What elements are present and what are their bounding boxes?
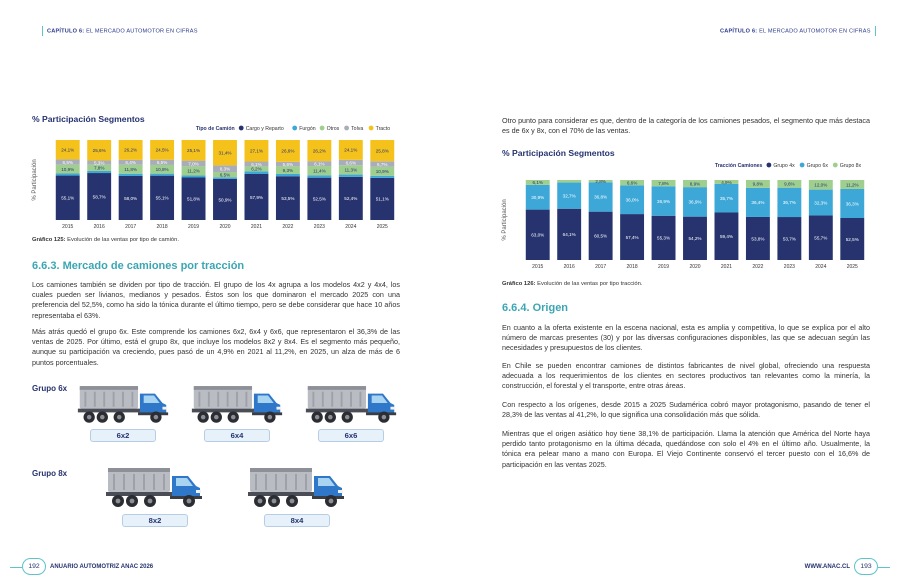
chart-125	[28, 122, 402, 234]
truck-label-6x2: 6x2	[90, 429, 156, 442]
bar-segment	[150, 174, 174, 176]
data-label: 11,2%	[845, 182, 859, 188]
legend-swatch	[320, 126, 325, 131]
chart-126-title: % Participación Segmentos	[502, 148, 615, 158]
data-label: 58,0%	[124, 195, 138, 201]
data-label: 6,4%	[125, 160, 136, 166]
x-tick-label: 2019	[657, 264, 670, 270]
data-label: 10,8%	[155, 167, 169, 173]
legend-label: Grupo 8x	[839, 163, 862, 169]
data-label: 55,1%	[155, 195, 169, 201]
data-label: 53,5%	[281, 195, 295, 201]
x-tick-label: 2024	[345, 224, 357, 230]
truck-icon	[244, 462, 348, 510]
data-label: 6,1%	[532, 180, 543, 186]
x-tick-label: 2025	[376, 224, 388, 230]
data-label: 6,5%	[156, 160, 168, 166]
chapter-title: EL MERCADO AUTOMOTOR EN CIFRAS	[86, 28, 198, 35]
data-label: 9,6%	[784, 181, 795, 187]
x-tick-label: 2024	[815, 264, 827, 270]
data-label: 7,8%	[658, 180, 669, 186]
legend-label: Tracto	[375, 126, 391, 132]
legend-title: Tracción Camiones	[714, 163, 763, 169]
bar-segment	[339, 175, 363, 177]
data-label: 6,5%	[219, 172, 231, 178]
x-tick-label: 2023	[313, 224, 325, 230]
paragraph: Los camiones también se dividen por tipo de tracción. El grupo de los 4x agrupa a los modelos 4x2 y 4x4, los cuales pueden ser livianos, medianos y pesados. Éstos son los que dominaron el mercado 2025 con una preferencia del 52,5%, como ha sido la tónica durante el último tiempo, pero se debe considerar que hace 10 años representaba el 63%.	[32, 280, 400, 320]
page-number: 192	[22, 558, 46, 575]
data-label: 52,4%	[344, 196, 358, 202]
legend-label: Tolva	[351, 126, 364, 132]
data-label: 24,5%	[155, 147, 169, 153]
data-label: 35,7%	[719, 196, 733, 201]
x-tick-label: 2017	[595, 264, 607, 270]
data-label: 6,6%	[345, 160, 357, 166]
paragraph: Más atrás quedó el grupo 6x. Este comprende los camiones 6x2, 6x4 y 6x6, que representaron el 36,3% de las ventas de 2025. Por último, está el grupo 8x, que incluye los modelos 8x2 y 8x4. Es el segmento más pequeño, aunque su participación va creciendo, pues pasó de un 4,9% en 2021 al 11,2%, en 2025, un alza de más de 6 puntos porcentuales.	[32, 327, 400, 367]
x-tick-label: 2015	[532, 264, 544, 270]
data-label: 60,5%	[594, 233, 608, 239]
data-label: 26,6%	[281, 148, 295, 154]
data-label: 52,5%	[312, 196, 326, 202]
x-tick-label: 2022	[282, 224, 294, 230]
truck-label-6x6: 6x6	[318, 429, 384, 442]
x-tick-label: 2016	[563, 264, 575, 270]
data-label: 26,2%	[124, 147, 138, 153]
chart-125-caption: Gráfico 125: Evolución de las ventas por tipo de camión.	[32, 237, 179, 243]
running-header-left	[38, 26, 198, 36]
legend-label: Otros	[326, 126, 340, 132]
group-8x-label: Grupo 8x	[32, 469, 68, 478]
truck-icon	[76, 380, 170, 426]
chapter-label: CAPÍTULO 6:	[720, 28, 758, 35]
data-label: 4,9%	[721, 179, 732, 185]
data-label: 36,8%	[594, 194, 608, 200]
data-label: 57,4%	[625, 234, 639, 240]
data-label: 25,8%	[375, 148, 389, 154]
bar-segment	[557, 180, 581, 183]
data-label: 8,3%	[219, 166, 231, 172]
section-heading-6-6-3: 6.6.3. Mercado de camiones por tracción	[32, 260, 245, 272]
legend-label: Cargo y Reparto	[245, 126, 284, 132]
paragraph: Con respecto a los orígenes, desde 2015 a 2025 Sudamérica cobró mayor protagonismo, pasando de tener el 28,3% de las ventas al 41,2%, lo que significa una consolidación más que sólida.	[502, 400, 870, 420]
legend-swatch	[800, 163, 805, 168]
data-label: 36,7%	[782, 200, 796, 206]
data-label: 64,1%	[562, 232, 576, 238]
chart-126	[498, 158, 872, 274]
bar-segment	[213, 177, 237, 179]
group-6x-label: Grupo 6x	[32, 384, 68, 393]
bar-segment	[245, 171, 269, 174]
bar-segment	[182, 176, 206, 178]
data-label: 10,9%	[375, 169, 389, 175]
legend-label: Grupo 6x	[806, 163, 828, 169]
x-tick-label: 2019	[187, 224, 200, 230]
x-tick-label: 2021	[720, 264, 733, 270]
data-label: 25,1%	[187, 148, 201, 154]
data-label: 7,0%	[188, 161, 199, 167]
chapter-label: CAPÍTULO 6:	[47, 28, 85, 35]
bar-segment	[307, 175, 331, 177]
truck-icon	[102, 462, 206, 510]
bar-segment	[276, 174, 300, 176]
data-label: 11,4%	[313, 168, 326, 174]
x-tick-label: 2022	[752, 264, 764, 270]
data-label: 31,4%	[218, 150, 232, 156]
data-label: 26,2%	[312, 148, 326, 154]
data-label: 51,1%	[375, 196, 389, 202]
bar-segment	[56, 173, 80, 175]
paragraph: En Chile se pueden encontrar camiones de distintos fabricantes de nivel global, ofreciendo una respuesta adecuada a los requerimientos de los clientes en sectores productivos tan relevantes como la minería, la construcción, el forestal y el transporte, entre otras áreas.	[502, 361, 870, 391]
data-label: 36,0%	[625, 197, 639, 203]
data-label: 53,7%	[782, 236, 796, 242]
truck-icon	[190, 380, 284, 426]
header-accent-bar	[875, 26, 876, 36]
x-tick-label: 2018	[626, 264, 638, 270]
data-label: 10,9%	[61, 166, 75, 172]
data-label: 7,8%	[93, 165, 105, 171]
x-tick-label: 2018	[156, 224, 168, 230]
data-label: 11,8%	[124, 167, 137, 173]
data-label: 58,7%	[92, 194, 106, 200]
data-label: 55,7%	[814, 235, 828, 241]
x-tick-label: 2023	[783, 264, 795, 270]
legend-swatch	[344, 126, 349, 131]
data-label: 50,9%	[218, 197, 232, 203]
data-label: 6,1%	[251, 161, 262, 167]
x-tick-label: 2016	[93, 224, 105, 230]
data-label: 32,3%	[814, 200, 828, 206]
legend-label: Grupo 4x	[773, 163, 795, 169]
data-label: 55,3%	[657, 235, 671, 241]
y-axis-label: % Participación	[32, 159, 38, 201]
bar-segment	[119, 174, 143, 176]
bar-segment	[87, 171, 111, 173]
data-label: 51,8%	[187, 196, 201, 202]
data-label: 5,6%	[282, 161, 294, 167]
footer-rule	[10, 567, 22, 568]
data-label: 6,1%	[314, 161, 325, 167]
legend-swatch	[239, 126, 244, 131]
legend-title: Tipo de Camión	[195, 126, 235, 132]
x-tick-label: 2020	[219, 224, 231, 230]
legend-swatch	[833, 163, 838, 168]
data-label: 9,3%	[282, 167, 294, 173]
footer-website: WWW.ANAC.CL	[804, 564, 850, 570]
data-label: 36,3%	[845, 201, 859, 207]
truck-icon	[304, 380, 398, 426]
right-page	[450, 0, 900, 586]
data-label: 11,2%	[187, 168, 200, 174]
footer-rule	[878, 567, 890, 568]
data-label: 8,9%	[689, 181, 701, 187]
data-label: 6,2%	[251, 166, 262, 172]
data-label: 11,3%	[344, 167, 358, 173]
paragraph: Otro punto para considerar es que, dentro de la categoría de los camiones pesados, el segmento que más destaca es de 6x y 8x, con el 70% de las ventas.	[502, 116, 870, 136]
data-label: 6,7%	[377, 161, 388, 167]
data-label: 53,8%	[751, 236, 765, 242]
data-label: 27,1%	[249, 148, 263, 154]
x-tick-label: 2015	[62, 224, 74, 230]
bar-segment	[370, 176, 394, 178]
truck-label-6x4: 6x4	[204, 429, 270, 442]
data-label: 24,1%	[344, 147, 358, 153]
data-label: 9,8%	[752, 181, 764, 187]
x-tick-label: 2017	[125, 224, 137, 230]
chapter-title: EL MERCADO AUTOMOTOR EN CIFRAS	[759, 28, 871, 35]
footer-publication: ANUARIO AUTOMOTRIZ ANAC 2026	[50, 564, 154, 570]
running-header-right	[720, 26, 880, 36]
x-tick-label: 2020	[689, 264, 701, 270]
data-label: 57,9%	[249, 194, 263, 200]
page-number: 193	[854, 558, 878, 575]
data-label: 6,5%	[62, 159, 73, 165]
header-accent-bar	[42, 26, 43, 36]
data-label: 30,9%	[531, 195, 545, 201]
data-label: 63,0%	[531, 232, 545, 238]
data-label: 25,6%	[92, 148, 106, 154]
section-heading-6-6-4: 6.6.4. Origen	[502, 302, 569, 314]
data-label: 24,1%	[61, 147, 75, 153]
legend-swatch	[292, 126, 297, 131]
paragraph: Mientras que el origen asiático hoy tiene 38,1% de participación. Llama la atención que América del Norte haya perdido tanto protagonismo en la última década, quedándose con solo el 4% en el último año. Usualmente, la tónica era pelear mano a mano con Europa. El Viejo Continente conservó el tercer puesto con el 16,6% de participación en las ventas 2025.	[502, 429, 870, 469]
data-label: 32,7%	[562, 193, 576, 199]
data-label: 12,0%	[814, 182, 828, 188]
y-axis-label: % Participación	[502, 199, 508, 241]
chart-126-caption: Gráfico 126: Evolución de las ventas por tipo tracción.	[502, 281, 643, 287]
data-label: 36,9%	[688, 199, 702, 205]
data-label: 36,4%	[751, 200, 765, 206]
legend-label: Furgón	[299, 126, 316, 132]
data-label: 52,5%	[845, 236, 859, 242]
paragraph: En cuanto a la oferta existente en la escena nacional, esta es amplia y competitiva, lo que se explica por el alto número de marcas presentes (30) y por las diversas configuraciones disponibles, las que se adecuan según las necesidades y presupuestos de los clientes.	[502, 323, 870, 353]
truck-label-8x4: 8x4	[264, 514, 330, 527]
data-label: 2,8%	[595, 178, 606, 184]
data-label: 6,6%	[626, 180, 638, 186]
data-label: 55,1%	[61, 195, 75, 201]
legend-swatch	[767, 163, 772, 168]
legend-swatch	[369, 126, 374, 131]
x-tick-label: 2025	[846, 264, 858, 270]
data-label: 5,3%	[93, 160, 105, 166]
data-label: 54,2%	[688, 236, 702, 242]
data-label: 36,9%	[657, 198, 671, 204]
data-label: 59,4%	[719, 234, 733, 240]
truck-label-8x2: 8x2	[122, 514, 188, 527]
chart-125-title: % Participación Segmentos	[32, 114, 145, 124]
x-tick-label: 2021	[250, 224, 263, 230]
